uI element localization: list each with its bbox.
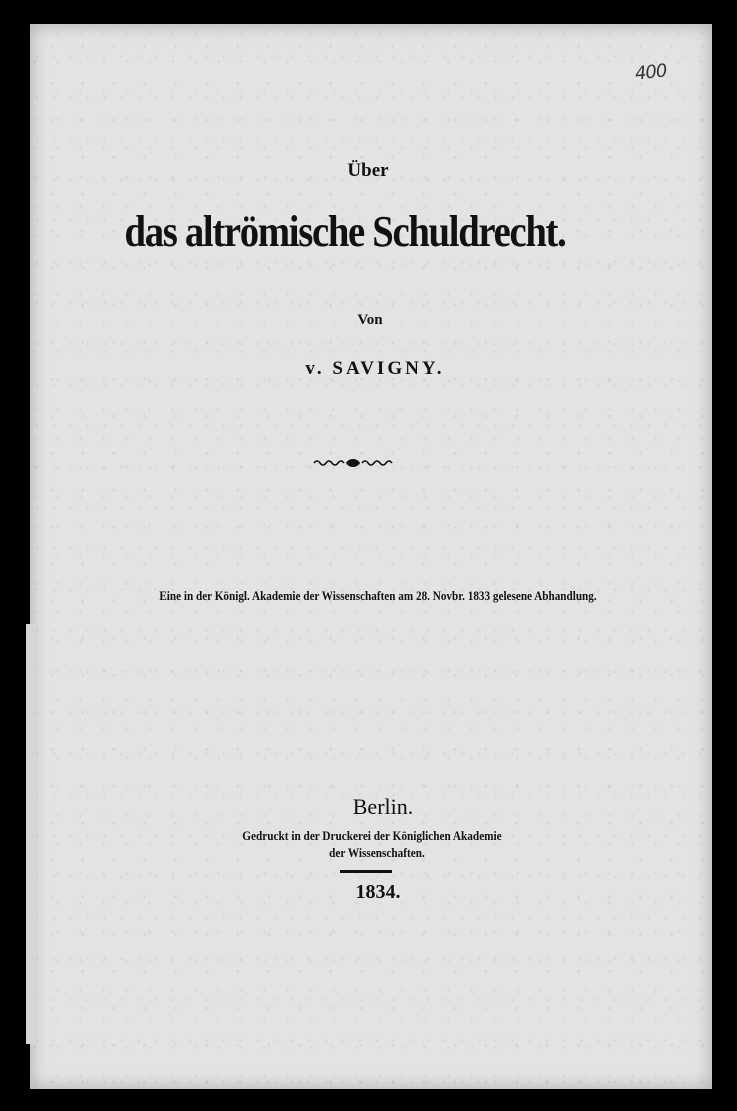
title-page <box>30 24 712 1089</box>
author-name: v. SAVIGNY. <box>305 358 445 379</box>
by-line: Von <box>357 312 383 328</box>
divider-rule <box>340 870 392 873</box>
printer-line-1: Gedruckt in der Druckerei der Königlichen Akademie <box>242 829 502 843</box>
heading-small: Über <box>347 160 389 181</box>
publication-year: 1834. <box>355 881 401 903</box>
document-title: das altrömische Schuldrecht. <box>124 207 566 256</box>
publication-place: Berlin. <box>352 794 414 819</box>
pencil-annotation: 400 <box>633 60 668 85</box>
lecture-note: Eine in der Königl. Akademie der Wissenschaften am 28. Novbr. 1833 gelesene Abhandlung. <box>159 588 597 603</box>
printer-line-2: der Wissenschaften. <box>329 846 425 860</box>
ornament-divider-icon <box>312 457 394 469</box>
